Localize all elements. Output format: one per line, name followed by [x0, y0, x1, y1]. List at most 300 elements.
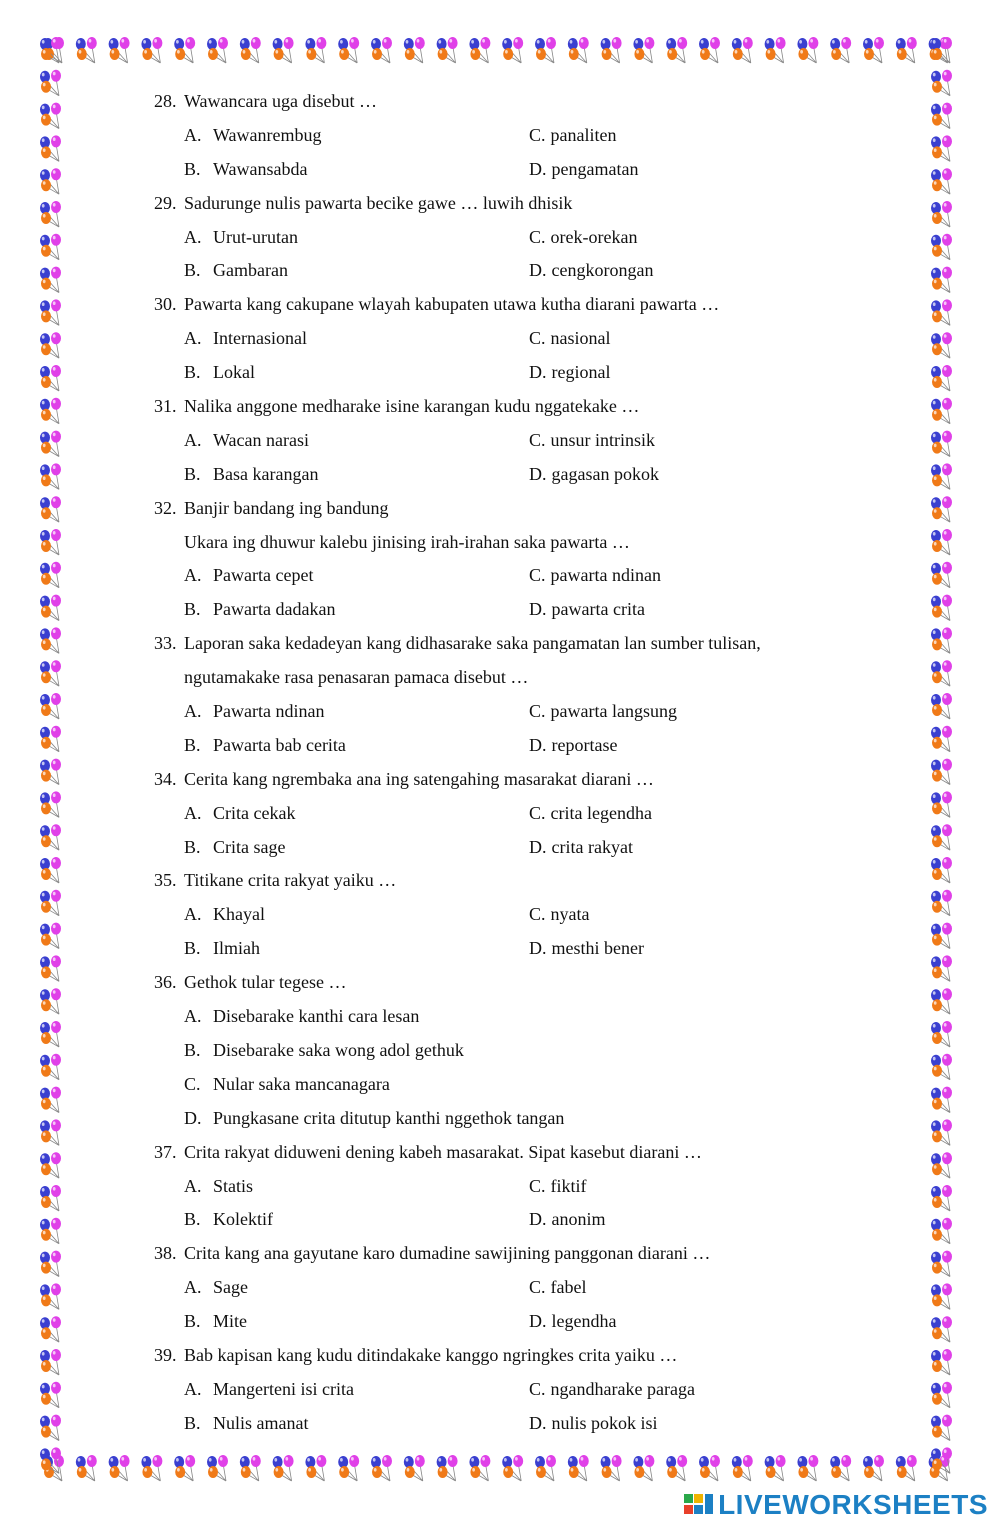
balloon-cluster-icon	[40, 365, 61, 391]
question-39	[154, 1339, 894, 1441]
question-text: Sadurunge nulis pawarta becike gawe … luwih dhisik	[184, 192, 573, 213]
answer-option-a	[184, 797, 529, 831]
balloon-cluster-icon	[931, 463, 952, 489]
balloon-cluster-icon	[109, 37, 130, 63]
option-text: Wacan narasi	[213, 429, 309, 450]
option-row	[154, 221, 894, 255]
option-text: Mite	[213, 1311, 247, 1332]
balloon-cluster-icon	[931, 1021, 952, 1047]
question-stem	[154, 966, 894, 1000]
balloon-cluster-icon	[40, 1152, 61, 1178]
option-row	[154, 831, 894, 865]
option-letter: B.	[184, 463, 201, 484]
answer-option-c	[529, 1170, 587, 1204]
option-row	[154, 932, 894, 966]
balloon-cluster-icon	[240, 1455, 261, 1481]
question-28	[154, 85, 894, 187]
question-stem	[154, 187, 894, 221]
balloon-cluster-icon	[40, 299, 61, 325]
balloon-cluster-icon	[931, 1185, 952, 1211]
question-stem	[154, 627, 894, 661]
balloon-cluster-icon	[931, 168, 952, 194]
balloon-cluster-icon	[633, 1455, 654, 1481]
option-text: Pawarta cepet	[213, 565, 314, 586]
question-number: 30.	[154, 294, 177, 315]
answer-option-d	[529, 932, 644, 966]
option-text: mesthi bener	[551, 938, 644, 959]
balloon-cluster-icon	[40, 1415, 61, 1441]
answer-option-c	[529, 559, 661, 593]
option-letter: C.	[529, 124, 546, 145]
balloon-cluster-icon	[40, 463, 61, 489]
question-stem	[154, 390, 894, 424]
balloon-cluster-icon	[931, 365, 952, 391]
balloon-cluster-icon	[371, 1455, 392, 1481]
option-text: Statis	[213, 1175, 254, 1196]
balloon-cluster-icon	[502, 37, 523, 63]
option-text: Wawansabda	[213, 158, 308, 179]
option-text: Disebarake saka wong adol gethuk	[213, 1039, 464, 1060]
liveworksheets-logo-icon	[684, 1492, 714, 1518]
balloon-cluster-icon	[601, 37, 622, 63]
answer-option-a	[184, 1000, 529, 1034]
question-30	[154, 288, 894, 390]
answer-option-a	[184, 221, 529, 255]
balloon-cluster-icon	[931, 234, 952, 260]
question-text: Nalika anggone medharake isine karangan kudu nggatekake …	[184, 396, 640, 417]
balloon-cluster-icon	[931, 1447, 952, 1473]
balloon-cluster-icon	[931, 529, 952, 555]
option-row	[154, 1407, 894, 1441]
option-row	[154, 1034, 894, 1068]
balloon-cluster-icon	[40, 332, 61, 358]
balloon-cluster-icon	[732, 1455, 753, 1481]
question-text: Gethok tular tegese …	[184, 972, 347, 993]
option-letter: A.	[184, 701, 202, 722]
balloon-cluster-icon	[40, 1119, 61, 1145]
balloon-cluster-icon	[40, 627, 61, 653]
balloon-cluster-icon	[797, 37, 818, 63]
question-list	[154, 85, 894, 1441]
option-letter: B.	[184, 1039, 201, 1060]
balloon-cluster-icon	[931, 1349, 952, 1375]
balloon-cluster-icon	[797, 1455, 818, 1481]
answer-option-d	[529, 729, 617, 763]
balloon-cluster-icon	[931, 201, 952, 227]
balloon-cluster-icon	[830, 37, 851, 63]
option-letter: C.	[184, 1073, 201, 1094]
option-row	[154, 254, 894, 288]
option-row	[154, 153, 894, 187]
option-letter: D.	[184, 1107, 202, 1128]
option-letter: A.	[184, 802, 202, 823]
balloon-cluster-icon	[371, 37, 392, 63]
answer-option-d	[529, 153, 638, 187]
balloon-cluster-icon	[931, 627, 952, 653]
balloon-cluster-icon	[437, 37, 458, 63]
option-text: Gambaran	[213, 260, 288, 281]
option-letter: B.	[184, 734, 201, 755]
question-stem	[154, 763, 894, 797]
question-number: 38.	[154, 1243, 177, 1264]
balloon-cluster-icon	[40, 726, 61, 752]
answer-option-d	[529, 356, 610, 390]
option-text: Pungkasane crita ditutup kanthi nggethok tangan	[213, 1107, 565, 1128]
question-stem-continued	[154, 661, 894, 695]
balloon-cluster-icon	[931, 1415, 952, 1441]
answer-option-c	[529, 322, 611, 356]
question-text: ngutamakake rasa penasaran pamaca disebut …	[184, 667, 529, 688]
answer-option-b	[184, 932, 529, 966]
balloon-cluster-icon	[40, 103, 61, 129]
balloon-cluster-icon	[40, 1054, 61, 1080]
question-32	[154, 492, 894, 628]
option-row	[154, 1170, 894, 1204]
answer-option-c	[529, 1373, 695, 1407]
answer-option-b	[184, 356, 529, 390]
balloon-cluster-icon	[76, 1455, 97, 1481]
option-letter: C.	[529, 226, 546, 247]
option-text: fabel	[550, 1277, 587, 1298]
answer-option-a	[184, 424, 529, 458]
answer-option-b	[184, 1305, 529, 1339]
balloon-cluster-icon	[437, 1455, 458, 1481]
option-letter: B.	[184, 158, 201, 179]
option-row	[154, 797, 894, 831]
balloon-cluster-icon	[305, 37, 326, 63]
option-letter: A.	[184, 1378, 202, 1399]
answer-option-a	[184, 1170, 529, 1204]
balloon-cluster-icon	[568, 37, 589, 63]
balloon-cluster-icon	[931, 562, 952, 588]
answer-option-a	[184, 695, 529, 729]
option-row	[154, 119, 894, 153]
option-row	[154, 898, 894, 932]
answer-option-c	[529, 695, 677, 729]
balloon-cluster-icon	[207, 1455, 228, 1481]
balloon-cluster-icon	[40, 168, 61, 194]
balloon-cluster-icon	[931, 890, 952, 916]
balloon-cluster-icon	[699, 1455, 720, 1481]
balloon-cluster-icon	[40, 70, 61, 96]
answer-option-b	[184, 153, 529, 187]
question-stem-continued	[154, 526, 894, 560]
option-text: Sage	[213, 1277, 248, 1298]
balloon-cluster-icon	[40, 1349, 61, 1375]
option-letter: C.	[529, 1378, 546, 1399]
option-text: Basa karangan	[213, 463, 319, 484]
option-row	[154, 356, 894, 390]
option-letter: A.	[184, 904, 202, 925]
question-text: Ukara ing dhuwur kalebu jinising irah-irahan saka pawarta …	[184, 531, 630, 552]
option-letter: B.	[184, 1412, 201, 1433]
balloon-cluster-icon	[40, 135, 61, 161]
balloon-cluster-icon	[666, 37, 687, 63]
option-row	[154, 1000, 894, 1034]
balloon-cluster-icon	[141, 37, 162, 63]
option-row	[154, 458, 894, 492]
option-letter: D.	[529, 938, 547, 959]
balloon-cluster-icon	[931, 791, 952, 817]
answer-option-b	[184, 1203, 529, 1237]
answer-option-b	[184, 458, 529, 492]
balloon-cluster-icon	[931, 660, 952, 686]
balloon-cluster-icon	[40, 824, 61, 850]
balloon-cluster-icon	[404, 1455, 425, 1481]
option-letter: C.	[529, 565, 546, 586]
option-letter: D.	[529, 463, 547, 484]
balloon-cluster-icon	[931, 103, 952, 129]
question-text: Laporan saka kedadeyan kang didhasarake saka pangamatan lan sumber tulisan,	[184, 633, 761, 654]
option-letter: D.	[529, 599, 547, 620]
balloon-cluster-icon	[40, 791, 61, 817]
balloon-cluster-icon	[40, 398, 61, 424]
option-text: pawarta crita	[551, 599, 645, 620]
balloon-cluster-icon	[931, 1316, 952, 1342]
question-stem	[154, 864, 894, 898]
balloon-cluster-icon	[76, 37, 97, 63]
balloon-cluster-icon	[568, 1455, 589, 1481]
answer-option-d	[184, 1102, 565, 1136]
balloon-cluster-icon	[931, 332, 952, 358]
option-text: regional	[551, 362, 611, 383]
answer-option-b	[184, 831, 529, 865]
balloon-cluster-icon	[174, 37, 195, 63]
question-34	[154, 763, 894, 865]
balloon-cluster-icon	[40, 1087, 61, 1113]
balloon-cluster-icon	[931, 1152, 952, 1178]
option-letter: C.	[529, 328, 546, 349]
balloon-cluster-icon	[931, 595, 952, 621]
balloon-cluster-icon	[896, 1455, 917, 1481]
balloon-cluster-icon	[109, 1455, 130, 1481]
option-row	[154, 1305, 894, 1339]
option-row	[154, 1271, 894, 1305]
balloon-cluster-icon	[830, 1455, 851, 1481]
question-text: Wawancara uga disebut …	[184, 91, 377, 111]
option-text: Lokal	[213, 362, 255, 383]
balloon-cluster-icon	[273, 37, 294, 63]
balloon-cluster-icon	[40, 267, 61, 293]
question-31	[154, 390, 894, 492]
option-letter: B.	[184, 836, 201, 857]
balloon-cluster-icon	[699, 37, 720, 63]
balloon-cluster-icon	[931, 824, 952, 850]
option-text: pawarta langsung	[550, 701, 677, 722]
balloon-cluster-icon	[40, 201, 61, 227]
question-number: 34.	[154, 768, 177, 789]
option-text: Nular saka mancanagara	[213, 1073, 390, 1094]
balloon-cluster-icon	[931, 70, 952, 96]
question-number: 33.	[154, 633, 177, 654]
balloon-cluster-icon	[931, 693, 952, 719]
balloon-cluster-icon	[40, 529, 61, 555]
balloon-cluster-icon	[40, 955, 61, 981]
option-row	[154, 1102, 894, 1136]
balloon-cluster-icon	[931, 37, 952, 63]
option-text: ngandharake paraga	[550, 1378, 695, 1399]
balloon-cluster-icon	[931, 988, 952, 1014]
option-text: Mangerteni isi crita	[213, 1378, 354, 1399]
balloon-border-left	[37, 37, 65, 1483]
balloon-cluster-icon	[40, 890, 61, 916]
answer-option-d	[529, 458, 659, 492]
option-letter: C.	[529, 429, 546, 450]
option-row	[154, 559, 894, 593]
balloon-cluster-icon	[931, 398, 952, 424]
option-letter: D.	[529, 362, 547, 383]
balloon-cluster-icon	[240, 37, 261, 63]
question-33	[154, 627, 894, 763]
answer-option-a	[184, 1373, 529, 1407]
option-letter: C.	[529, 701, 546, 722]
liveworksheets-watermark	[684, 1487, 988, 1523]
option-letter: D.	[529, 1209, 547, 1230]
question-number: 35.	[154, 870, 177, 891]
option-text: crita legendha	[550, 802, 652, 823]
option-text: pengamatan	[551, 158, 639, 179]
option-letter: D.	[529, 734, 547, 755]
option-letter: A.	[184, 1277, 202, 1298]
answer-option-c	[529, 797, 652, 831]
option-text: nulis pokok isi	[551, 1412, 658, 1433]
question-text: Bab kapisan kang kudu ditindakake kanggo ngringkes crita yaiku …	[184, 1344, 678, 1365]
balloon-cluster-icon	[931, 267, 952, 293]
balloon-cluster-icon	[896, 37, 917, 63]
balloon-cluster-icon	[863, 1455, 884, 1481]
option-text: Khayal	[213, 904, 265, 925]
answer-option-b	[184, 1034, 529, 1068]
balloon-cluster-icon	[931, 1251, 952, 1277]
balloon-cluster-icon	[535, 1455, 556, 1481]
balloon-cluster-icon	[469, 1455, 490, 1481]
option-letter: A.	[184, 226, 202, 247]
balloon-cluster-icon	[40, 660, 61, 686]
question-number: 31.	[154, 396, 177, 417]
option-letter: B.	[184, 1311, 201, 1332]
balloon-cluster-icon	[732, 37, 753, 63]
balloon-cluster-icon	[40, 1382, 61, 1408]
watermark-text: LIVEWORKSHEETS	[718, 1489, 988, 1520]
option-text: cengkorongan	[551, 260, 654, 281]
option-text: orek-orekan	[550, 226, 638, 247]
option-text: Pawarta bab cerita	[213, 734, 346, 755]
option-letter: B.	[184, 1209, 201, 1230]
option-letter: C.	[529, 1175, 546, 1196]
option-text: Internasional	[213, 328, 307, 349]
answer-option-b	[184, 729, 529, 763]
question-38	[154, 1237, 894, 1339]
option-letter: A.	[184, 1175, 202, 1196]
answer-option-a	[184, 322, 529, 356]
question-text: Pawarta kang cakupane wlayah kabupaten utawa kutha diarani pawarta …	[184, 294, 720, 315]
balloon-cluster-icon	[535, 37, 556, 63]
balloon-cluster-icon	[666, 1455, 687, 1481]
balloon-cluster-icon	[931, 1119, 952, 1145]
balloon-cluster-icon	[404, 37, 425, 63]
option-row	[154, 1203, 894, 1237]
answer-option-d	[529, 831, 633, 865]
balloon-cluster-icon	[338, 37, 359, 63]
question-number: 37.	[154, 1141, 177, 1162]
question-stem	[154, 288, 894, 322]
option-text: Crita cekak	[213, 802, 296, 823]
balloon-cluster-icon	[931, 135, 952, 161]
balloon-cluster-icon	[40, 431, 61, 457]
answer-option-c	[529, 424, 655, 458]
question-37	[154, 1136, 894, 1238]
balloon-cluster-icon	[40, 1251, 61, 1277]
option-letter: C.	[529, 802, 546, 823]
answer-option-b	[184, 1407, 529, 1441]
option-text: Nulis amanat	[213, 1412, 309, 1433]
question-text: Cerita kang ngrembaka ana ing satengahing masarakat diarani …	[184, 768, 654, 789]
question-number: 28.	[154, 91, 177, 111]
answer-option-d	[529, 254, 653, 288]
question-text: Crita rakyat diduweni dening kabeh masarakat. Sipat kasebut diarani …	[184, 1141, 702, 1162]
option-text: Pawarta dadakan	[213, 599, 336, 620]
question-number: 32.	[154, 497, 177, 518]
balloon-cluster-icon	[338, 1455, 359, 1481]
question-29	[154, 187, 894, 289]
balloon-cluster-icon	[863, 37, 884, 63]
option-text: gagasan pokok	[551, 463, 659, 484]
option-text: panaliten	[550, 124, 617, 145]
balloon-cluster-icon	[40, 1316, 61, 1342]
option-letter: D.	[529, 158, 547, 179]
option-text: legendha	[551, 1311, 617, 1332]
question-stem	[154, 85, 894, 119]
question-stem	[154, 1237, 894, 1271]
option-text: Urut-urutan	[213, 226, 298, 247]
option-text: Wawanrembug	[213, 124, 322, 145]
option-text: Crita sage	[213, 836, 286, 857]
option-row	[154, 729, 894, 763]
option-row	[154, 322, 894, 356]
balloon-cluster-icon	[40, 496, 61, 522]
balloon-cluster-icon	[931, 955, 952, 981]
balloon-cluster-icon	[40, 234, 61, 260]
answer-option-c	[184, 1068, 529, 1102]
option-letter: B.	[184, 938, 201, 959]
balloon-border-bottom	[40, 1455, 960, 1483]
balloon-cluster-icon	[502, 1455, 523, 1481]
balloon-cluster-icon	[305, 1455, 326, 1481]
option-text: anonim	[551, 1209, 606, 1230]
question-number: 29.	[154, 192, 177, 213]
question-text: Banjir bandang ing bandung	[184, 497, 389, 518]
answer-option-c	[529, 119, 617, 153]
answer-option-b	[184, 593, 529, 627]
question-stem	[154, 492, 894, 526]
option-letter: D.	[529, 260, 547, 281]
option-letter: B.	[184, 599, 201, 620]
question-stem	[154, 1136, 894, 1170]
balloon-cluster-icon	[931, 1218, 952, 1244]
balloon-cluster-icon	[40, 1283, 61, 1309]
option-text: Disebarake kanthi cara lesan	[213, 1006, 420, 1027]
balloon-cluster-icon	[40, 857, 61, 883]
balloon-cluster-icon	[141, 1455, 162, 1481]
option-text: Ilmiah	[213, 938, 260, 959]
balloon-cluster-icon	[765, 37, 786, 63]
answer-option-c	[529, 1271, 587, 1305]
balloon-cluster-icon	[40, 1185, 61, 1211]
balloon-cluster-icon	[931, 726, 952, 752]
question-text: Crita kang ana gayutane karo dumadine sawijining panggonan diarani …	[184, 1243, 711, 1264]
balloon-cluster-icon	[40, 988, 61, 1014]
option-text: Pawarta ndinan	[213, 701, 325, 722]
